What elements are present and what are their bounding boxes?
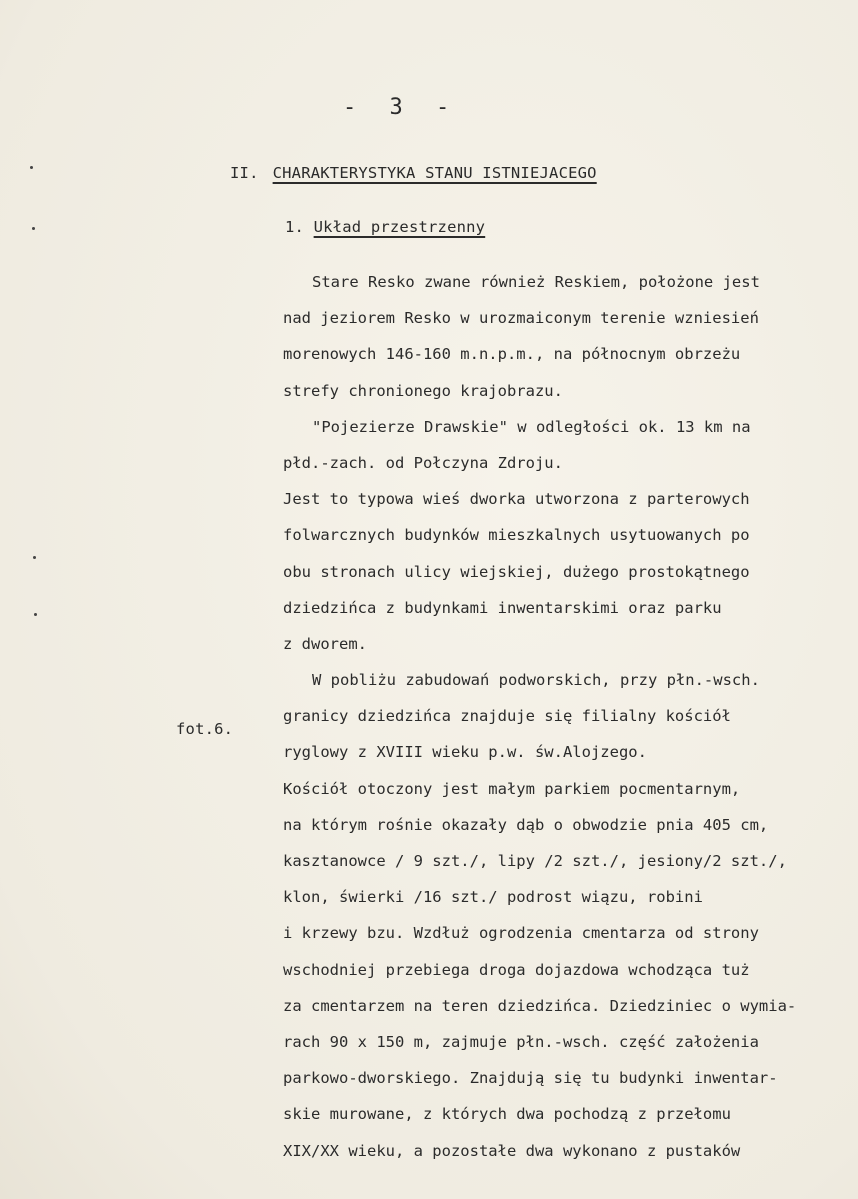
text-line: obu stronach ulicy wiejskiej, dużego prostokątnego [283, 562, 750, 581]
text-line: morenowych 146-160 m.n.p.m., na północnym obrzeżu [283, 345, 741, 364]
section-title: CHARAKTERYSTYKA STANU ISTNIEJACEGO [272, 164, 597, 182]
text-line: strefy chronionego krajobrazu. [283, 381, 563, 400]
text-line: ryglowy z XVIII wieku p.w. św.Alojzego. [283, 743, 647, 762]
text-line: na którym rośnie okazały dąb o obwodzie pnia 405 cm, [283, 815, 769, 834]
margin-speck [33, 556, 36, 559]
text-line: XIX/XX wieku, a pozostałe dwa wykonano z pustaków [283, 1141, 741, 1160]
text-line: za cmentarzem na teren dziedzińca. Dziedziniec o wymia- [283, 996, 797, 1015]
text-line: wschodniej przebiega droga dojazdowa wchodząca tuż [283, 960, 750, 979]
section-number: II. [230, 164, 259, 182]
text-line: i krzewy bzu. Wzdłuż ogrodzenia cmentarza od strony [283, 924, 759, 943]
text-line: klon, świerki /16 szt./ podrost wiązu, robini [283, 888, 703, 907]
subsection-number: 1. [285, 218, 305, 236]
text-line: płd.-zach. od Połczyna Zdroju. [283, 453, 563, 472]
text-line: dziedzińca z budynkami inwentarskimi oraz parku [283, 598, 722, 617]
text-line: folwarcznych budynków mieszkalnych usytuowanych po [283, 526, 750, 545]
text-line: Jest to typowa wieś dworka utworzona z parterowych [283, 490, 750, 509]
text-line: kasztanowce / 9 szt./, lipy /2 szt./, jesiony/2 szt./, [283, 852, 787, 870]
text-line: "Pojezierze Drawskie" w odległości ok. 13 km na [312, 417, 751, 436]
text-line: skie murowane, z których dwa pochodzą z przełomu [283, 1105, 731, 1124]
margin-speck [32, 227, 35, 230]
text-line: z dworem. [283, 634, 367, 653]
text-line: Stare Resko zwane również Reskiem, położone jest [312, 273, 760, 291]
text-line: granicy dziedzińca znajduje się filialny kościół [283, 707, 731, 726]
text-line: nad jeziorem Resko w urozmaiconym terenie wzniesień [283, 309, 759, 328]
margin-note: fot.6. [176, 720, 234, 738]
text-line: parkowo-dworskiego. Znajdują się tu budynki inwentar- [283, 1069, 778, 1088]
margin-speck [34, 613, 37, 616]
body-text [283, 275, 858, 1180]
text-line: rach 90 x 150 m, zajmuje płn.-wsch. część założenia [283, 1032, 759, 1051]
section-heading [230, 166, 597, 182]
margin-speck [30, 166, 33, 169]
subsection-heading [285, 220, 485, 236]
page-number: - 3 - [343, 95, 460, 120]
text-line: Kościół otoczony jest małym parkiem pocmentarnym, [283, 779, 741, 798]
text-line: W pobliżu zabudowań podworskich, przy płn.-wsch. [312, 671, 760, 690]
subsection-title: Układ przestrzenny [313, 218, 486, 236]
